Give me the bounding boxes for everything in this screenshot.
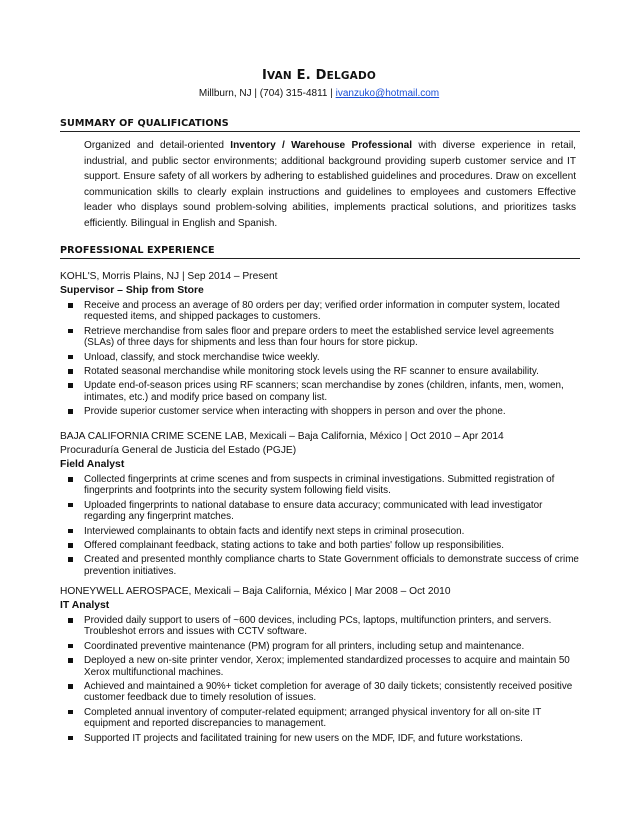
- job-company: HONEYWELL AEROSPACE: [60, 586, 189, 597]
- list-item: Uploaded fingerprints to national database to ensure data accuracy; communicated with lead investigator regarding any fingerprint matches.: [60, 500, 580, 523]
- email-link[interactable]: ivanzuko@hotmail.com: [335, 88, 440, 99]
- summary-paragraph: [84, 138, 576, 232]
- summary-text: Organized and detail-oriented: [84, 140, 231, 151]
- list-item: Provided daily support to users of ~600 devices, including PCs, laptops, multifunction printers, and servers. Troubleshot errors and issues with CCTV software.: [60, 615, 580, 638]
- candidate-name: [0, 68, 638, 83]
- name-part: VAN: [266, 70, 292, 82]
- section-title-summary: SUMMARY OF QUALIFICATIONS: [60, 118, 580, 132]
- name-part: D: [315, 68, 327, 83]
- job-entry: [60, 585, 580, 747]
- name-part: ELGADO: [326, 70, 377, 82]
- job-header: [60, 585, 580, 599]
- list-item: Retrieve merchandise from sales floor and prepare orders to meet the established service level agreements (SLAs) of three days for shipments and less than four hours for store pickup.: [60, 326, 580, 349]
- contact-line: [0, 88, 638, 99]
- job-company: KOHL'S: [60, 271, 97, 282]
- job-role: IT Analyst: [60, 600, 110, 611]
- name-part: I: [261, 68, 267, 83]
- section-title-experience: PROFESSIONAL EXPERIENCE: [60, 245, 580, 259]
- job-organization: Procuraduría General de Justicia del Estado (PGJE): [60, 445, 297, 456]
- job-entry: [60, 270, 580, 421]
- job-role: Supervisor – Ship from Store: [60, 285, 204, 296]
- job-entry: [60, 430, 580, 580]
- list-item: Update end-of-season prices using RF scanners; scan merchandise by zones (children, infants, men, women, intimates, etc.) and modify price based on company list.: [60, 380, 580, 403]
- list-item: Deployed a new on-site printer vendor, Xerox; implemented standardized processes to acquire and maintain 50 Xerox multifunctional machines.: [60, 655, 580, 678]
- job-bullets: [60, 300, 580, 418]
- list-item: Offered complainant feedback, stating actions to take and both parties' follow up responsibilities.: [60, 540, 580, 551]
- list-item: Created and presented monthly compliance charts to State Government officials to demonstrate success of crime prevention initiatives.: [60, 554, 580, 577]
- job-bullets: [60, 474, 580, 577]
- list-item: Unload, classify, and stock merchandise twice weekly.: [60, 352, 580, 363]
- list-item: Supported IT projects and facilitated training for new users on the MDF, IDF, and future workstations.: [60, 733, 580, 744]
- job-role: Field Analyst: [60, 459, 125, 470]
- list-item: Collected fingerprints at crime scenes and from suspects in criminal investigations. Submitted registration of fingerprints and footprints into the security system following field visits.: [60, 474, 580, 497]
- name-part: E.: [291, 68, 316, 83]
- list-item: Coordinated preventive maintenance (PM) program for all printers, including setup and maintenance.: [60, 641, 580, 652]
- list-item: Rotated seasonal merchandise while monitoring stock levels using the RF scanner to ensure availability.: [60, 366, 580, 377]
- list-item: Achieved and maintained a 90%+ ticket completion for average of 30 daily tickets; consistently received positive customer feedback due to timely resolution of issues.: [60, 681, 580, 704]
- job-header: [60, 430, 580, 444]
- summary-emphasis: Inventory / Warehouse Professional: [230, 140, 413, 151]
- job-details: , Mexicali – Baja California, México | Oct 2010 – Apr 2014: [244, 431, 504, 442]
- summary-text: with diverse experience in retail, industrial, and public sector environments; additional background providing superb customer service and IT support. Ensure safety of all workers by adhering to established guidelines and procedures. Draw on excellent communication skills to clearly explain instructions and guidelines to employees and customers Effective leader who displays sound problem-solving abilities, implements practical solutions, and prioritizes tasks efficiently. Bilingual in English and Spanish.: [84, 140, 576, 229]
- job-header: [60, 270, 580, 284]
- job-bullets: [60, 615, 580, 744]
- list-item: Receive and process an average of 80 orders per day; verified order information in computer system, located requested items, and shipped packages to customers.: [60, 300, 580, 323]
- list-item: Completed annual inventory of computer-related equipment; arranged physical inventory for all on-site IT equipment and reported discrepancies to management.: [60, 707, 580, 730]
- job-details: , Morris Plains, NJ | Sep 2014 – Present: [96, 271, 278, 282]
- job-company: BAJA CALIFORNIA CRIME SCENE LAB: [60, 431, 244, 442]
- list-item: Interviewed complainants to obtain facts and identify next steps in criminal prosecution.: [60, 526, 580, 537]
- contact-text: Millburn, NJ | (704) 315-4811 |: [198, 88, 336, 99]
- job-details: , Mexicali – Baja California, México | Mar 2008 – Oct 2010: [188, 586, 451, 597]
- list-item: Provide superior customer service when interacting with shoppers in person and over the phone.: [60, 406, 580, 417]
